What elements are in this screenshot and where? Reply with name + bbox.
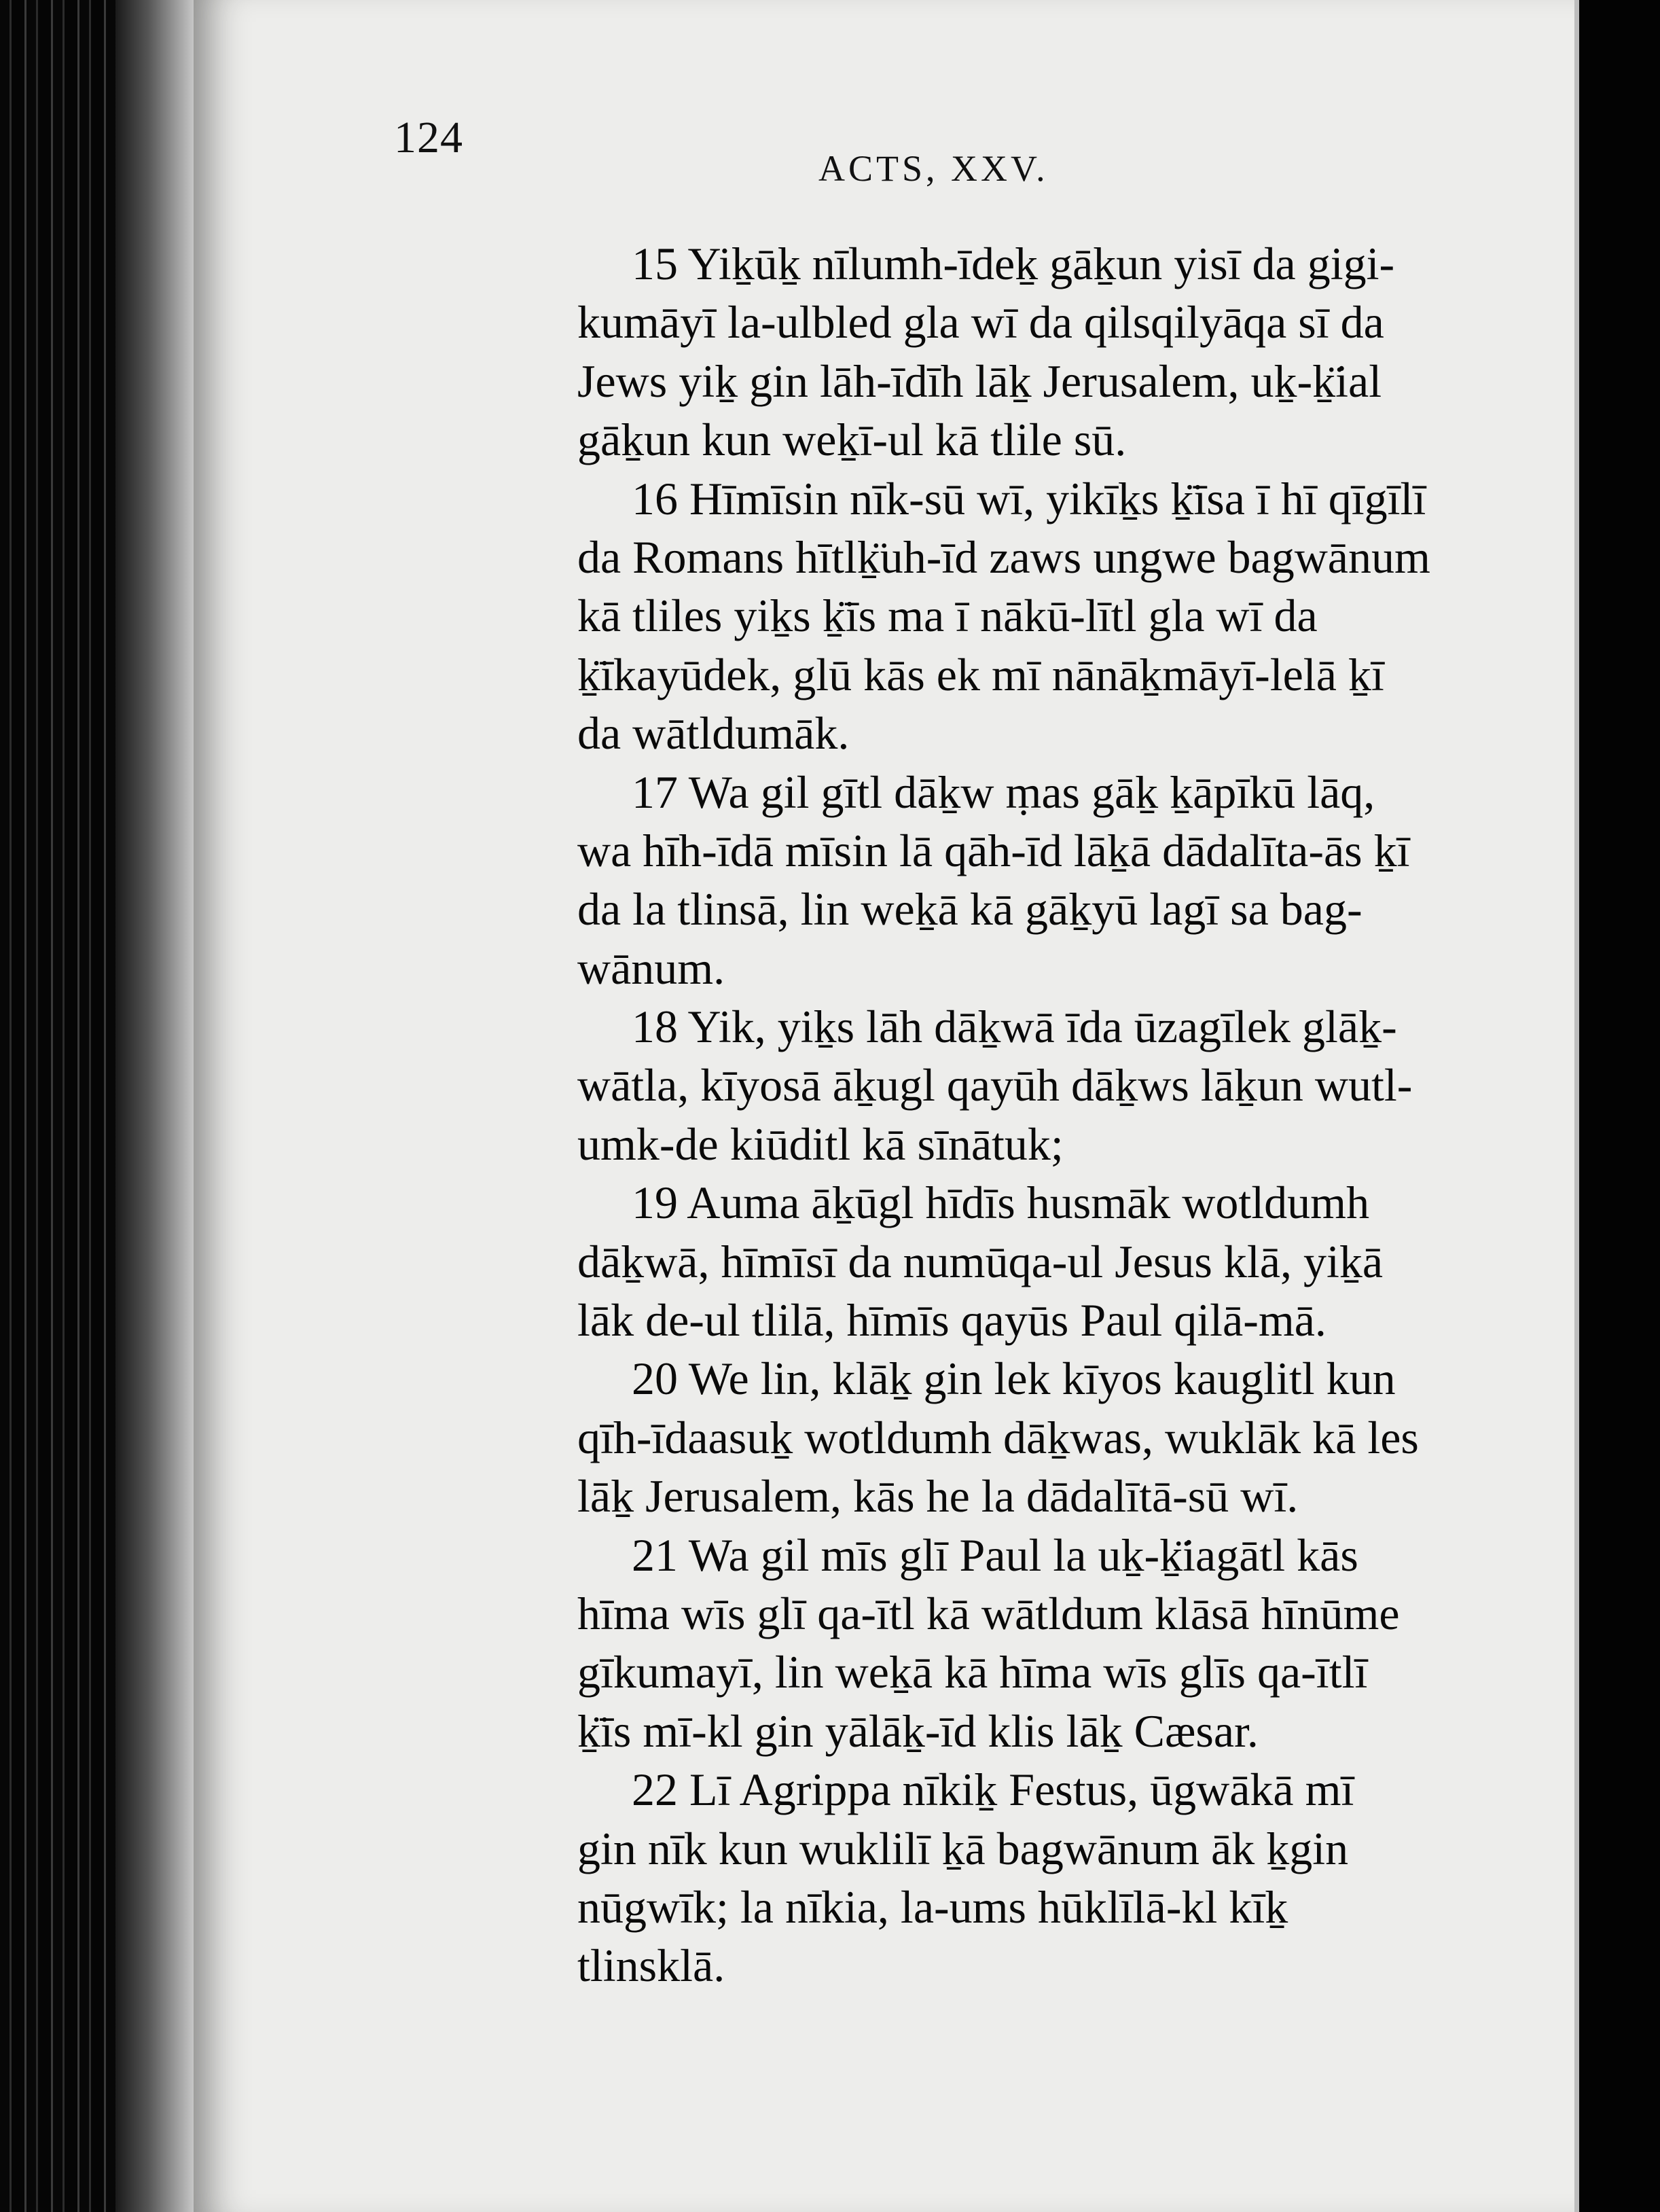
text-line: 19 Auma āḵūgl hīdīs husmāk wotldumh: [632, 1177, 1370, 1229]
text-line: 17 Wa gil gītl dāḵw ṃas gāḵ ḵāpīkū lāq,: [632, 766, 1375, 818]
page-number: 124: [394, 113, 463, 162]
text-line: gīkumayī, lin weḵā kā hīma wīs glīs qa-ītlī: [577, 1646, 1368, 1698]
text-line: lāḵ Jerusalem, kās he la dādalītā-sū wī.: [577, 1470, 1299, 1522]
page-header: [194, 112, 1579, 187]
text-line: Jews yiḵ gin lāh-īdīh lāḵ Jerusalem, uḵ-ḵ̈ial: [577, 355, 1382, 407]
text-line: wānum.: [577, 942, 725, 994]
text-line: umk-de kiūditl kā sīnātuk;: [577, 1118, 1064, 1170]
text-line: gāḵun kun weḵī-ul kā tlile sū.: [577, 414, 1127, 466]
text-line: da wātldumāk.: [577, 707, 850, 760]
text-line: 20 We lin, klāḵ gin lek kīyos kauglitl kun: [632, 1353, 1396, 1405]
text-line: lāk de-ul tlilā, hīmīs qayūs Paul qilā-mā.: [577, 1294, 1327, 1346]
text-line: ḵ̈īs mī-kl gin yālāḵ-īd klis lāḵ Cæsar.: [577, 1705, 1259, 1757]
text-line: kumāyī la-ulbled gla wī da qilsqilyāqa sī da: [577, 296, 1384, 349]
text-line: gin nīk kun wuklilī ḵā bagwānum āk ḵgin: [577, 1822, 1349, 1874]
binding-gutter-shadow: [115, 0, 197, 2212]
text-line: 16 Hīmīsin nīk-sū wī, yikīḵs ḵ̈īsa ī hī qīgīlī: [632, 472, 1426, 524]
text-line: da Romans hītlḵ̈uh-īd zaws ungwe bagwānum: [577, 531, 1430, 583]
running-head: ACTS, XXV.: [818, 148, 1049, 189]
text-line: ḵ̈īkayūdek, glū kās ek mī nānāḵmāyī-lelā ḵī: [577, 648, 1384, 700]
page-text: [577, 234, 1660, 1995]
text-line: 22 Lī Agrippa nīkiḵ Festus, ūgwākā mī: [632, 1764, 1354, 1816]
text-line: wātla, kīyosā āḵugl qayūh dāḵws lāḵun wutl-: [577, 1059, 1413, 1111]
text-line: qīh-īdaasuḵ wotldumh dāḵwas, wuklāk kā les: [577, 1411, 1419, 1463]
text-line: kā tliles yiḵs ḵ̈īs ma ī nākū-lītl gla wī da: [577, 590, 1318, 642]
text-line: 21 Wa gil mīs glī Paul la uḵ-ḵ̈iagātl kās: [632, 1529, 1358, 1581]
text-line: tlinsklā.: [577, 1940, 725, 1992]
text-line: dāḵwā, hīmīsī da numūqa-ul Jesus klā, yiḵā: [577, 1235, 1384, 1287]
text-line: nūgwīk; la nīkia, la-ums hūklīlā-kl kīḵ: [577, 1880, 1288, 1933]
text-line: wa hīh-īdā mīsin lā qāh-īd lāḵā dādalīta-ās ḵī: [577, 824, 1410, 876]
text-line: 18 Yik, yiḵs lāh dāḵwā īda ūzagīlek glāḵ-: [632, 1001, 1397, 1053]
text-line: hīma wīs glī qa-ītl kā wātldum klāsā hīnūme: [577, 1587, 1400, 1639]
right-background: [1579, 0, 1660, 2212]
book-page: [194, 0, 1579, 2212]
text-line: 15 Yiḵūḵ nīlumh-īdeḵ gāḵun yisī da gigi-: [632, 238, 1395, 289]
text-line: da la tlinsā, lin weḵā kā gāḵyū lagī sa bag-: [577, 883, 1363, 935]
